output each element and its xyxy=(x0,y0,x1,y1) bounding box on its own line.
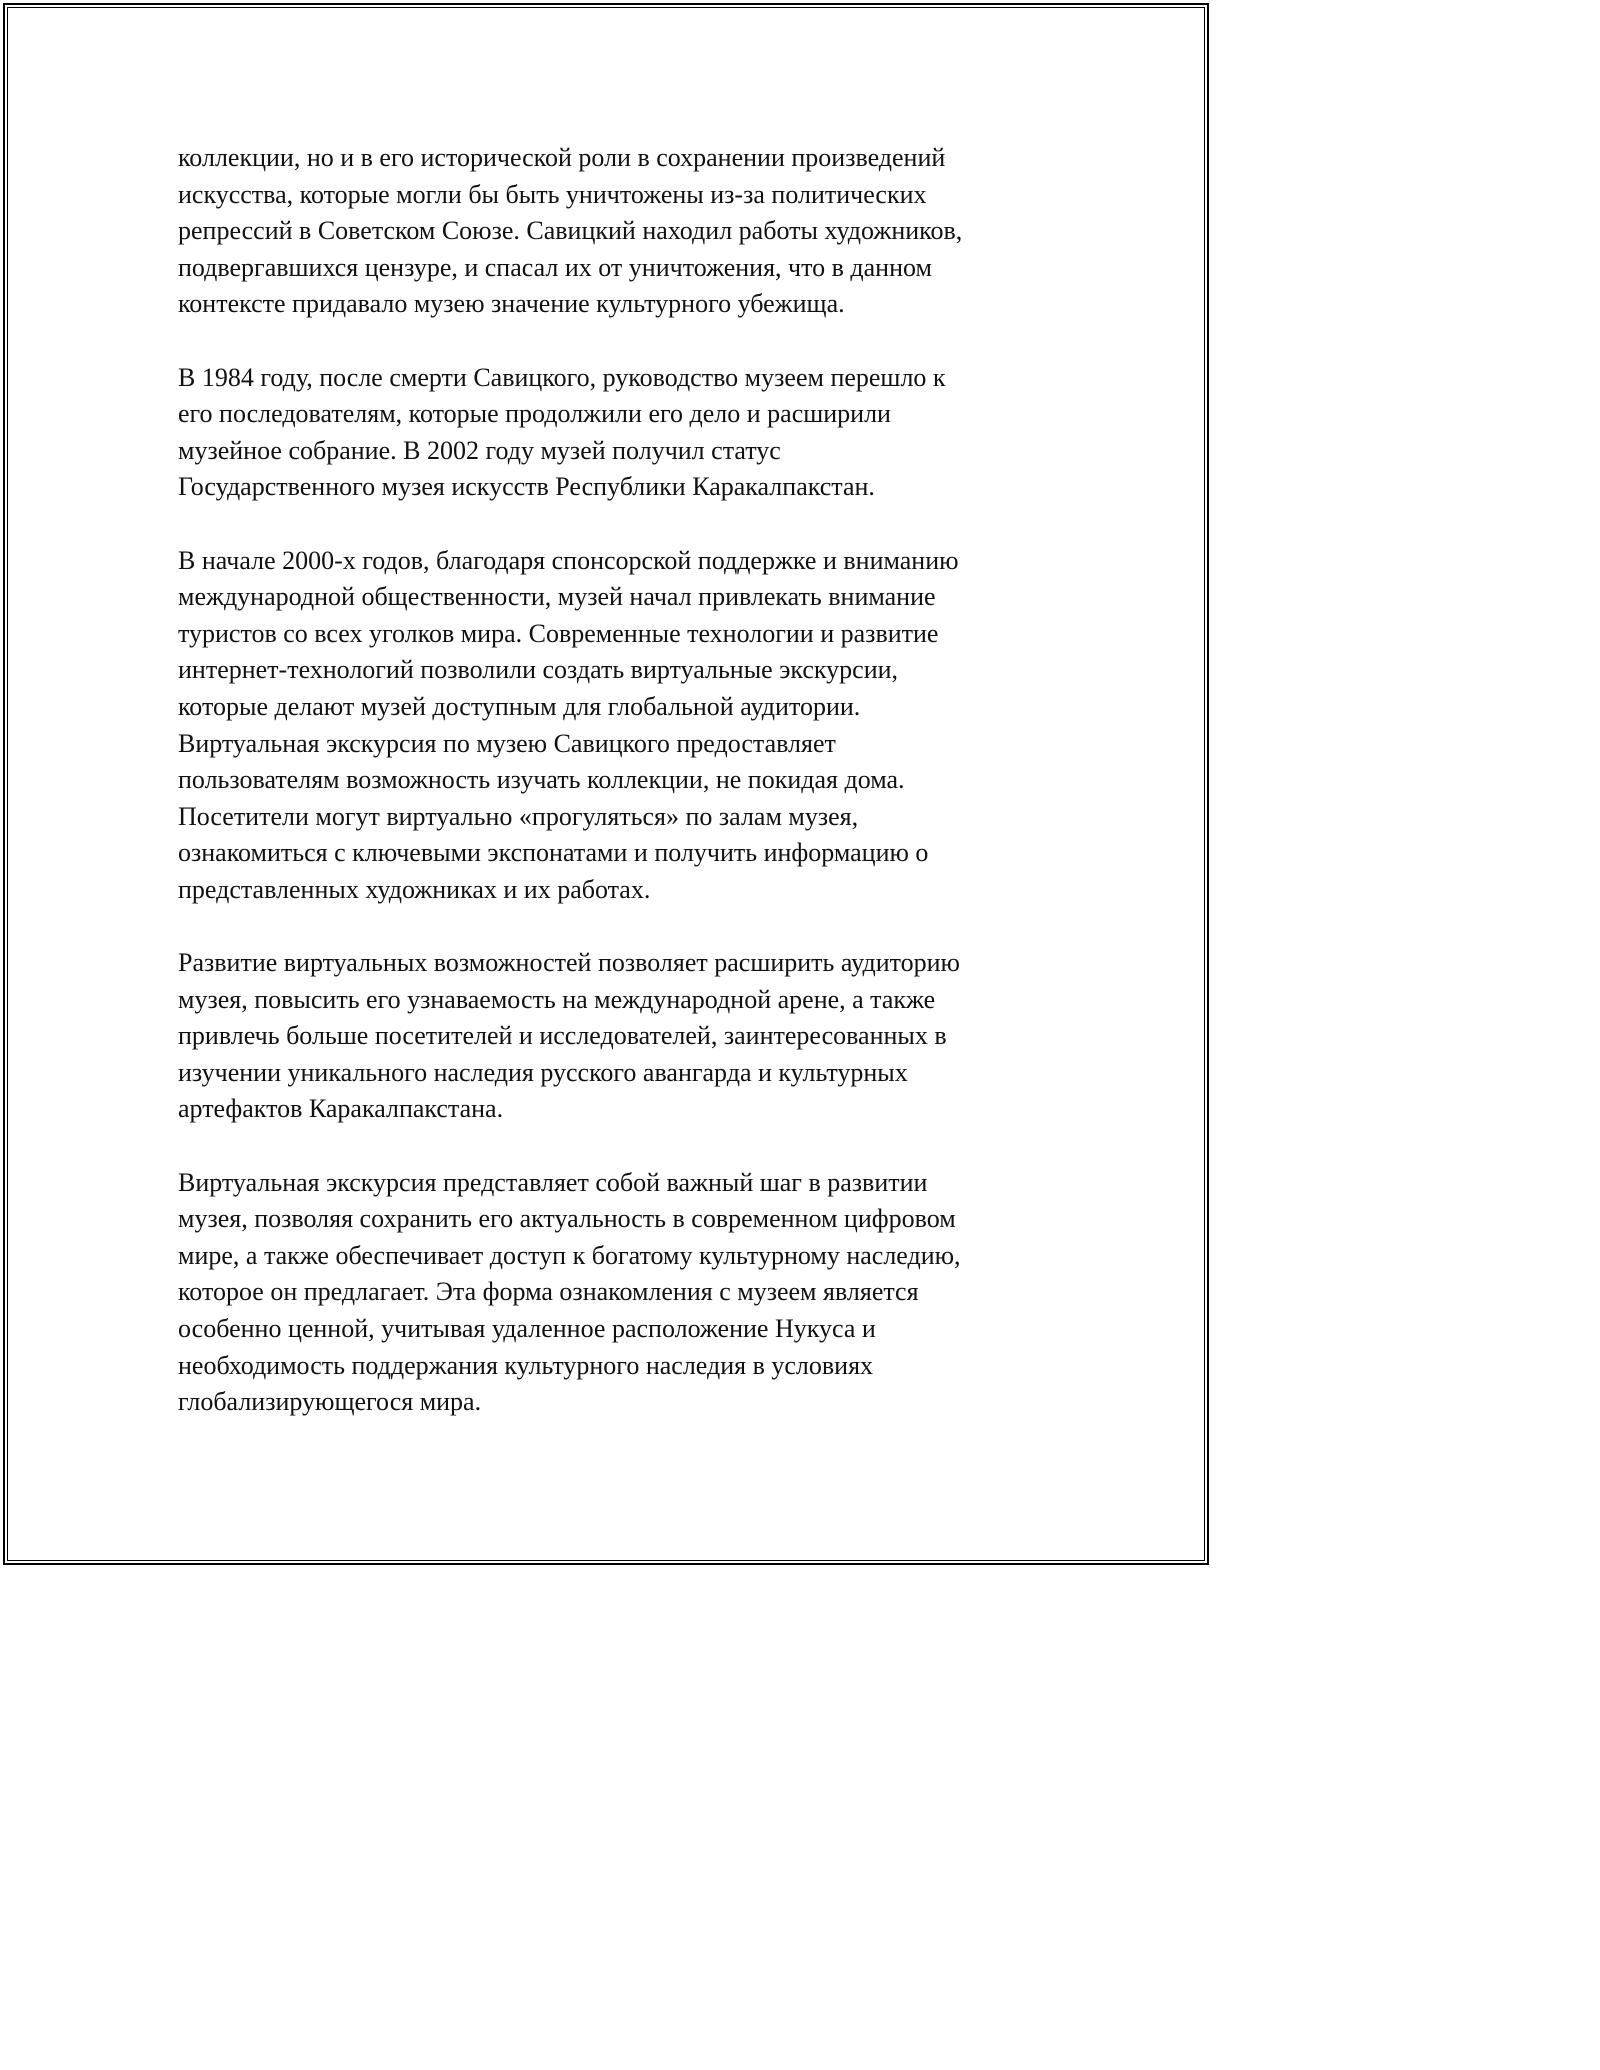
document-body xyxy=(178,140,1038,1421)
paragraph-virtual-tours: В начале 2000-х годов, благодаря спонсорской поддержке и вниманию международной общественности, музей начал привлекать внимание туристов со всех уголков мира. Современные технологии и развитие интернет-технологий позволили создать виртуальные экскурсии, которые делают музей доступным для глобальной аудитории. Виртуальная экскурсия по музею Савицкого предоставляет пользователям возможность изучать коллекции, не покидая дома. Посетители могут виртуально «прогуляться» по залам музея, ознакомиться с ключевыми экспонатами и получить информацию о представленных художниках и их работах. xyxy=(178,545,959,904)
paragraph-conclusion: Виртуальная экскурсия представляет собой важный шаг в развитии музея, позволяя сохранить его актуальность в современном цифровом мире, а также обеспечивает доступ к богатому культурному наследию, которое он предлагает. Эта форма ознакомления с музеем является особенно ценной, учитывая удаленное расположение Нукуса и необходимость поддержания культурного наследия в условиях глобализирующегося мира. xyxy=(178,1167,961,1417)
paragraph-virtual-benefits: Развитие виртуальных возможностей позволяет расширить аудиторию музея, повысить его узнаваемость на международной арене, а также привлечь больше посетителей и исследователей, заинтересованных в изучении уникального наследия русского авангарда и культурных артефактов Каракалпакстана. xyxy=(178,948,960,1124)
paragraph-collection-role: коллекции, но и в его исторической роли в сохранении произведений искусства, которые могли бы быть уничтожены из-за политических репрессий в Советском Союзе. Савицкий находил работы художников, подвергавшихся цензуре, и спасал их от уничтожения, что в данном контексте придавало музею значение культурного убежища. xyxy=(178,143,963,319)
paragraph-museum-history-1984: В 1984 году, после смерти Савицкого, руководство музеем перешло к его последователям, которые продолжили его дело и расширили музейное собрание. В 2002 году музей получил статус Государственного музея искусств Республики Каракалпакстан. xyxy=(178,362,946,502)
